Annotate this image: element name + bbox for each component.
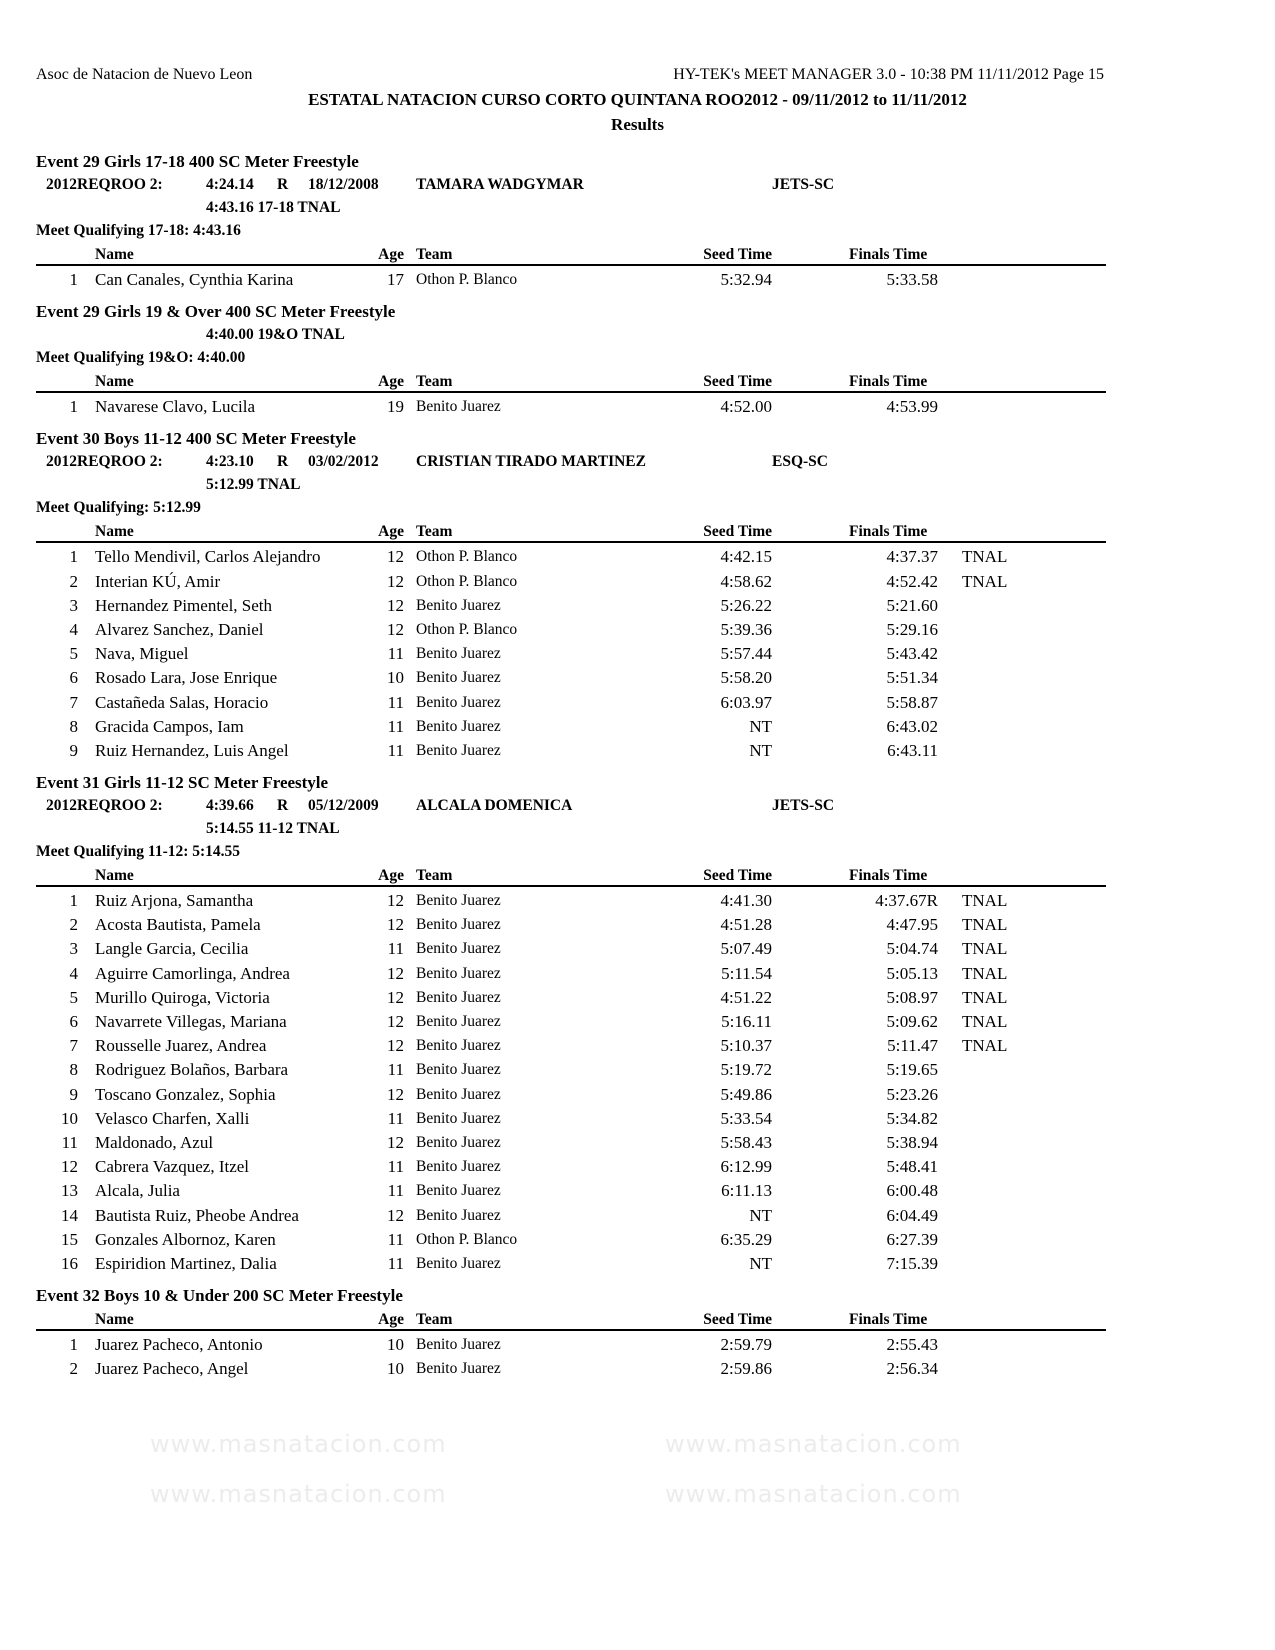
age: 11: [387, 740, 404, 760]
team: Othon P. Blanco: [416, 572, 518, 590]
seed-time: 5:58.20: [720, 668, 772, 688]
qualifier-note: TNAL: [962, 939, 1008, 959]
age: 12: [387, 915, 404, 935]
age: 12: [387, 1205, 404, 1225]
meet-qualifying: Meet Qualifying: 5:12.99: [36, 499, 201, 517]
record-flag: R: [277, 453, 289, 471]
qualifier-note: TNAL: [962, 987, 1008, 1007]
team: Benito Juarez: [416, 1061, 501, 1079]
finals-time: 4:37.37: [886, 547, 938, 567]
age: 12: [387, 1012, 404, 1031]
record-team: JETS-SC: [772, 176, 835, 193]
place: 1: [69, 1335, 78, 1355]
swimmer-name: Nava, Miguel: [95, 644, 189, 664]
finals-time: 5:33.58: [886, 270, 938, 289]
finals-time: 5:21.60: [886, 595, 938, 615]
header-age: Age: [378, 373, 404, 391]
header-seed: Seed Time: [703, 373, 772, 391]
time-standard: [36, 817, 1106, 840]
finals-time: 5:43.42: [886, 644, 938, 664]
seed-time: 5:07.49: [720, 939, 772, 959]
record-label: 2012REQROO 2:: [46, 797, 163, 815]
seed-time: 5:11.54: [721, 963, 772, 983]
record-time: 4:23.10: [206, 453, 254, 471]
finals-time: 5:29.16: [886, 619, 938, 639]
swimmer-name: Murillo Quiroga, Victoria: [95, 987, 270, 1007]
seed-time: 4:51.22: [720, 987, 772, 1007]
age: 11: [387, 716, 404, 736]
watermark: www.masnatacion.com: [665, 1430, 962, 1458]
seed-time: 5:19.72: [720, 1060, 772, 1080]
result-row: [36, 640, 1106, 664]
age: 12: [387, 571, 404, 591]
finals-time: 5:58.87: [886, 692, 938, 712]
record-team: ESQ-SC: [772, 453, 828, 471]
finals-time: 5:04.74: [886, 939, 938, 959]
results-subtitle: Results: [611, 115, 664, 134]
swimmer-name: Juarez Pacheco, Antonio: [95, 1335, 263, 1355]
swimmer-name: Rousselle Juarez, Andrea: [95, 1036, 267, 1056]
finals-time: 4:52.42: [886, 571, 938, 591]
place: 7: [69, 1036, 78, 1056]
header-seed: Seed Time: [703, 1311, 772, 1329]
record-label: 2012REQROO 2:: [46, 453, 163, 471]
result-row: [36, 592, 1106, 616]
place: 5: [69, 644, 78, 664]
record-label: 2012REQROO 2:: [46, 176, 163, 193]
team: Benito Juarez: [416, 1013, 501, 1030]
time-standard: [36, 473, 1106, 496]
finals-time: 5:23.26: [886, 1084, 938, 1104]
seed-time: 5:26.22: [720, 595, 772, 615]
watermark: www.masnatacion.com: [665, 1480, 962, 1508]
record-team: JETS-SC: [772, 797, 835, 815]
header-age: Age: [378, 867, 404, 885]
header-name: Name: [95, 867, 134, 885]
header-seed: Seed Time: [703, 523, 772, 541]
header-team: Team: [416, 1311, 453, 1329]
watermark: www.masnatacion.com: [150, 1480, 447, 1508]
header-team: Team: [416, 373, 453, 391]
result-row: [36, 543, 1106, 567]
team: Benito Juarez: [416, 645, 501, 663]
watermark: www.masnatacion.com: [150, 1430, 447, 1458]
result-row: [36, 1250, 1106, 1274]
result-row: [36, 1202, 1106, 1226]
seed-time: 5:49.86: [720, 1084, 772, 1104]
result-row: [36, 960, 1106, 984]
finals-time: 5:05.13: [886, 963, 938, 983]
team: Benito Juarez: [416, 717, 501, 735]
age: 11: [387, 1060, 404, 1080]
age: 12: [387, 619, 404, 639]
seed-time: 4:41.30: [720, 891, 772, 911]
time-standard: [36, 323, 1106, 346]
place: 3: [69, 595, 78, 615]
place: 12: [61, 1157, 78, 1177]
age: 12: [387, 1132, 404, 1152]
team: Benito Juarez: [416, 1336, 501, 1354]
swimmer-name: Aguirre Camorlinga, Andrea: [95, 963, 290, 983]
result-row: [36, 713, 1106, 737]
seed-time: 6:11.13: [721, 1181, 772, 1201]
finals-time: 5:38.94: [886, 1132, 938, 1152]
organization: Asoc de Natacion de Nuevo Leon: [36, 66, 253, 83]
finals-time: 2:56.34: [886, 1359, 938, 1379]
record-holder: CRISTIAN TIRADO MARTINEZ: [416, 453, 646, 471]
swimmer-name: Velasco Charfen, Xalli: [95, 1108, 250, 1128]
finals-time: 5:48.41: [886, 1157, 938, 1177]
time-standard-value: 5:14.55 11-12 TNAL: [206, 820, 340, 838]
finals-time: 5:34.82: [886, 1108, 938, 1128]
swimmer-name: Hernandez Pimentel, Seth: [95, 595, 273, 615]
result-row: [36, 1032, 1106, 1056]
software-page-info: HY-TEK's MEET MANAGER 3.0 - 10:38 PM 11/11/2012 Page 15: [673, 66, 1104, 83]
finals-time: 6:27.39: [886, 1229, 938, 1249]
team: Benito Juarez: [416, 988, 501, 1006]
team: Benito Juarez: [416, 398, 501, 416]
place: 6: [69, 668, 78, 688]
qualifier-note: TNAL: [962, 571, 1008, 591]
event-title: Event 29 Girls 19 & Over 400 SC Meter Freestyle: [36, 302, 396, 322]
place: 2: [69, 915, 78, 935]
time-standard: [36, 196, 1106, 219]
meet-title: ESTATAL NATACION CURSO CORTO QUINTANA ROO2012 - 09/11/2012 to 11/11/2012: [308, 90, 967, 109]
swimmer-name: Navarrete Villegas, Mariana: [95, 1012, 287, 1031]
team: Benito Juarez: [416, 1133, 501, 1151]
swimmer-name: Espiridion Martinez, Dalia: [95, 1253, 277, 1273]
age: 11: [387, 1157, 404, 1177]
swimmer-name: Gracida Campos, Iam: [95, 716, 244, 736]
result-row: [36, 911, 1106, 935]
record-date: 05/12/2009: [308, 797, 379, 815]
event-title: Event 32 Boys 10 & Under 200 SC Meter Freestyle: [36, 1286, 403, 1306]
age: 12: [387, 891, 404, 911]
seed-time: NT: [749, 1253, 772, 1273]
seed-time: NT: [749, 1205, 772, 1225]
finals-time: 4:37.67R: [875, 891, 938, 911]
finals-time: 5:19.65: [886, 1060, 938, 1080]
place: 1: [69, 270, 78, 289]
place: 13: [61, 1181, 78, 1201]
time-standard-value: 4:40.00 19&O TNAL: [206, 326, 345, 344]
place: 1: [69, 397, 78, 417]
place: 7: [69, 692, 78, 712]
swimmer-name: Toscano Gonzalez, Sophia: [95, 1084, 276, 1104]
column-header: [36, 1307, 1106, 1331]
team: Benito Juarez: [416, 1182, 501, 1200]
place: 16: [61, 1253, 78, 1273]
age: 12: [387, 595, 404, 615]
place: 15: [61, 1229, 78, 1249]
result-row: [36, 1226, 1106, 1250]
header-finals: Finals Time: [849, 523, 928, 541]
result-row: [36, 616, 1106, 640]
record-time: 4:24.14: [206, 176, 254, 193]
swimmer-name: Cabrera Vazquez, Itzel: [95, 1157, 250, 1177]
place: 11: [61, 1132, 78, 1152]
finals-time: 7:15.39: [886, 1253, 938, 1273]
team: Othon P. Blanco: [416, 1230, 518, 1248]
record-holder: TAMARA WADGYMAR: [416, 176, 584, 193]
team: Benito Juarez: [416, 1085, 501, 1103]
team: Benito Juarez: [416, 1037, 501, 1055]
finals-time: 4:53.99: [886, 397, 938, 417]
header-finals: Finals Time: [849, 1311, 928, 1329]
event-title: Event 29 Girls 17-18 400 SC Meter Freestyle: [36, 152, 359, 171]
record-flag: R: [277, 176, 289, 193]
seed-time: 5:39.36: [720, 619, 772, 639]
age: 12: [387, 1036, 404, 1056]
age: 10: [387, 1335, 404, 1355]
place: 9: [69, 1084, 78, 1104]
place: 4: [69, 963, 78, 983]
result-row: [36, 737, 1106, 761]
event-section: [36, 300, 1106, 417]
header-team: Team: [416, 246, 453, 263]
age: 12: [387, 987, 404, 1007]
qualifier-note: TNAL: [962, 1012, 1008, 1031]
team: Benito Juarez: [416, 892, 501, 910]
swimmer-name: Maldonado, Azul: [95, 1132, 214, 1152]
swimmer-name: Ruiz Arjona, Samantha: [95, 891, 254, 911]
team: Benito Juarez: [416, 669, 501, 687]
record-holder: ALCALA DOMENICA: [416, 797, 573, 815]
seed-time: 4:58.62: [720, 571, 772, 591]
result-row: [36, 689, 1106, 713]
time-standard-value: 4:43.16 17-18 TNAL: [206, 199, 341, 216]
seed-time: 5:32.94: [720, 270, 772, 289]
seed-time: 6:12.99: [720, 1157, 772, 1177]
event-section: [36, 150, 1106, 290]
swimmer-name: Navarese Clavo, Lucila: [95, 397, 256, 417]
seed-time: 2:59.86: [720, 1359, 772, 1379]
place: 6: [69, 1012, 78, 1031]
age: 11: [387, 1229, 404, 1249]
place: 8: [69, 1060, 78, 1080]
result-row: [36, 1105, 1106, 1129]
finals-time: 6:43.11: [887, 740, 938, 760]
finals-time: 6:00.48: [886, 1181, 938, 1201]
seed-time: 4:42.15: [720, 547, 772, 567]
header-finals: Finals Time: [849, 373, 928, 391]
age: 17: [387, 270, 404, 289]
header-age: Age: [378, 523, 404, 541]
age: 11: [387, 939, 404, 959]
record-line: [36, 450, 1106, 473]
place: 2: [69, 1359, 78, 1379]
age: 10: [387, 668, 404, 688]
record-date: 18/12/2008: [308, 176, 379, 193]
swimmer-name: Can Canales, Cynthia Karina: [95, 270, 294, 289]
meet-qualifying: Meet Qualifying 19&O: 4:40.00: [36, 349, 246, 367]
place: 8: [69, 716, 78, 736]
column-header: [36, 369, 1106, 393]
team: Benito Juarez: [416, 1360, 501, 1378]
header-seed: Seed Time: [703, 867, 772, 885]
place: 5: [69, 987, 78, 1007]
team: Benito Juarez: [416, 916, 501, 934]
qualifier-note: TNAL: [962, 1036, 1008, 1056]
seed-time: 5:10.37: [720, 1036, 772, 1056]
seed-time: NT: [749, 740, 772, 760]
record-line: [36, 173, 1106, 196]
event-section: [36, 427, 1106, 761]
time-standard-value: 5:12.99 TNAL: [206, 476, 301, 494]
column-header: [36, 519, 1106, 543]
team: Benito Juarez: [416, 964, 501, 982]
place: 9: [69, 740, 78, 760]
header-finals: Finals Time: [849, 246, 928, 263]
header-team: Team: [416, 523, 453, 541]
place: 1: [69, 891, 78, 911]
finals-time: 6:04.49: [886, 1205, 938, 1225]
place: 1: [69, 547, 78, 567]
column-header: [36, 863, 1106, 887]
swimmer-name: Gonzales Albornoz, Karen: [95, 1229, 276, 1249]
seed-time: 5:58.43: [720, 1132, 772, 1152]
team: Benito Juarez: [416, 693, 501, 711]
header-age: Age: [378, 1311, 404, 1329]
swimmer-name: Alvarez Sanchez, Daniel: [95, 619, 264, 639]
finals-time: 6:43.02: [886, 716, 938, 736]
header-age: Age: [378, 246, 404, 263]
swimmer-name: Castañeda Salas, Horacio: [95, 692, 269, 712]
finals-time: 4:47.95: [886, 915, 938, 935]
place: 10: [61, 1108, 78, 1128]
place: 2: [69, 571, 78, 591]
age: 11: [387, 1253, 404, 1273]
team: Benito Juarez: [416, 1254, 501, 1272]
header-name: Name: [95, 246, 134, 263]
result-row: [36, 1056, 1106, 1080]
age: 11: [387, 1181, 404, 1201]
seed-time: 2:59.79: [720, 1335, 772, 1355]
event-section: [36, 1284, 1106, 1379]
header-team: Team: [416, 867, 453, 885]
seed-time: 6:35.29: [720, 1229, 772, 1249]
events-list: [36, 150, 1106, 1379]
swimmer-name: Langle Garcia, Cecilia: [95, 939, 249, 959]
finals-time: 5:51.34: [886, 668, 938, 688]
header-finals: Finals Time: [849, 867, 928, 885]
record-line: [36, 794, 1106, 817]
team: Othon P. Blanco: [416, 620, 518, 638]
seed-time: 5:16.11: [721, 1012, 772, 1031]
qualifier-note: TNAL: [962, 963, 1008, 983]
meet-qualifying: Meet Qualifying 17-18: 4:43.16: [36, 222, 241, 239]
finals-time: 5:08.97: [886, 987, 938, 1007]
seed-time: 5:33.54: [720, 1108, 772, 1128]
result-row: [36, 1177, 1106, 1201]
seed-time: 4:52.00: [720, 397, 772, 417]
age: 11: [387, 644, 404, 664]
record-time: 4:39.66: [206, 797, 254, 815]
team: Benito Juarez: [416, 1109, 501, 1127]
meet-qualifying: Meet Qualifying 11-12: 5:14.55: [36, 843, 241, 861]
swimmer-name: Acosta Bautista, Pamela: [95, 915, 261, 935]
team: Othon P. Blanco: [416, 548, 518, 566]
seed-time: NT: [749, 716, 772, 736]
swimmer-name: Rosado Lara, Jose Enrique: [95, 668, 278, 688]
seed-time: 6:03.97: [720, 692, 772, 712]
swimmer-name: Bautista Ruiz, Pheobe Andrea: [95, 1205, 299, 1225]
result-row: [36, 568, 1106, 592]
place: 14: [61, 1205, 78, 1225]
place: 4: [69, 619, 78, 639]
result-row: [36, 1008, 1106, 1032]
result-row: [36, 393, 1106, 417]
team: Benito Juarez: [416, 1158, 501, 1176]
event-title: Event 30 Boys 11-12 400 SC Meter Freestyle: [36, 429, 356, 449]
finals-time: 5:09.62: [886, 1012, 938, 1031]
place: 3: [69, 939, 78, 959]
header-name: Name: [95, 523, 134, 541]
age: 12: [387, 1084, 404, 1104]
team: Benito Juarez: [416, 940, 501, 958]
seed-time: 5:57.44: [720, 644, 772, 664]
swimmer-name: Ruiz Hernandez, Luis Angel: [95, 740, 289, 760]
team: Othon P. Blanco: [416, 271, 518, 288]
team: Benito Juarez: [416, 741, 501, 759]
swimmer-name: Interian KÚ, Amir: [95, 571, 221, 591]
swimmer-name: Alcala, Julia: [95, 1181, 180, 1201]
finals-time: 5:11.47: [887, 1036, 938, 1056]
team: Benito Juarez: [416, 1206, 501, 1224]
result-row: [36, 1129, 1106, 1153]
result-row: [36, 1355, 1106, 1379]
team: Benito Juarez: [416, 596, 501, 614]
event-title: Event 31 Girls 11-12 SC Meter Freestyle: [36, 773, 329, 793]
result-row: [36, 1331, 1106, 1355]
result-row: [36, 1153, 1106, 1177]
age: 12: [387, 547, 404, 567]
header-name: Name: [95, 1311, 134, 1329]
age: 12: [387, 963, 404, 983]
result-row: [36, 266, 1106, 290]
swimmer-name: Rodriguez Bolaños, Barbara: [95, 1060, 289, 1080]
result-row: [36, 1081, 1106, 1105]
age: 11: [387, 1108, 404, 1128]
event-section: [36, 771, 1106, 1274]
column-header: [36, 242, 1106, 266]
qualifier-note: TNAL: [962, 915, 1008, 935]
seed-time: 4:51.28: [720, 915, 772, 935]
age: 19: [387, 397, 404, 417]
record-date: 03/02/2012: [308, 453, 379, 471]
finals-time: 2:55.43: [886, 1335, 938, 1355]
result-row: [36, 887, 1106, 911]
qualifier-note: TNAL: [962, 891, 1008, 911]
swimmer-name: Juarez Pacheco, Angel: [95, 1359, 249, 1379]
qualifier-note: TNAL: [962, 547, 1008, 567]
result-row: [36, 984, 1106, 1008]
age: 10: [387, 1359, 404, 1379]
swimmer-name: Tello Mendivil, Carlos Alejandro: [95, 547, 321, 567]
age: 11: [387, 692, 404, 712]
header-seed: Seed Time: [703, 246, 772, 263]
result-row: [36, 664, 1106, 688]
header-name: Name: [95, 373, 134, 391]
result-row: [36, 935, 1106, 959]
record-flag: R: [277, 797, 289, 815]
